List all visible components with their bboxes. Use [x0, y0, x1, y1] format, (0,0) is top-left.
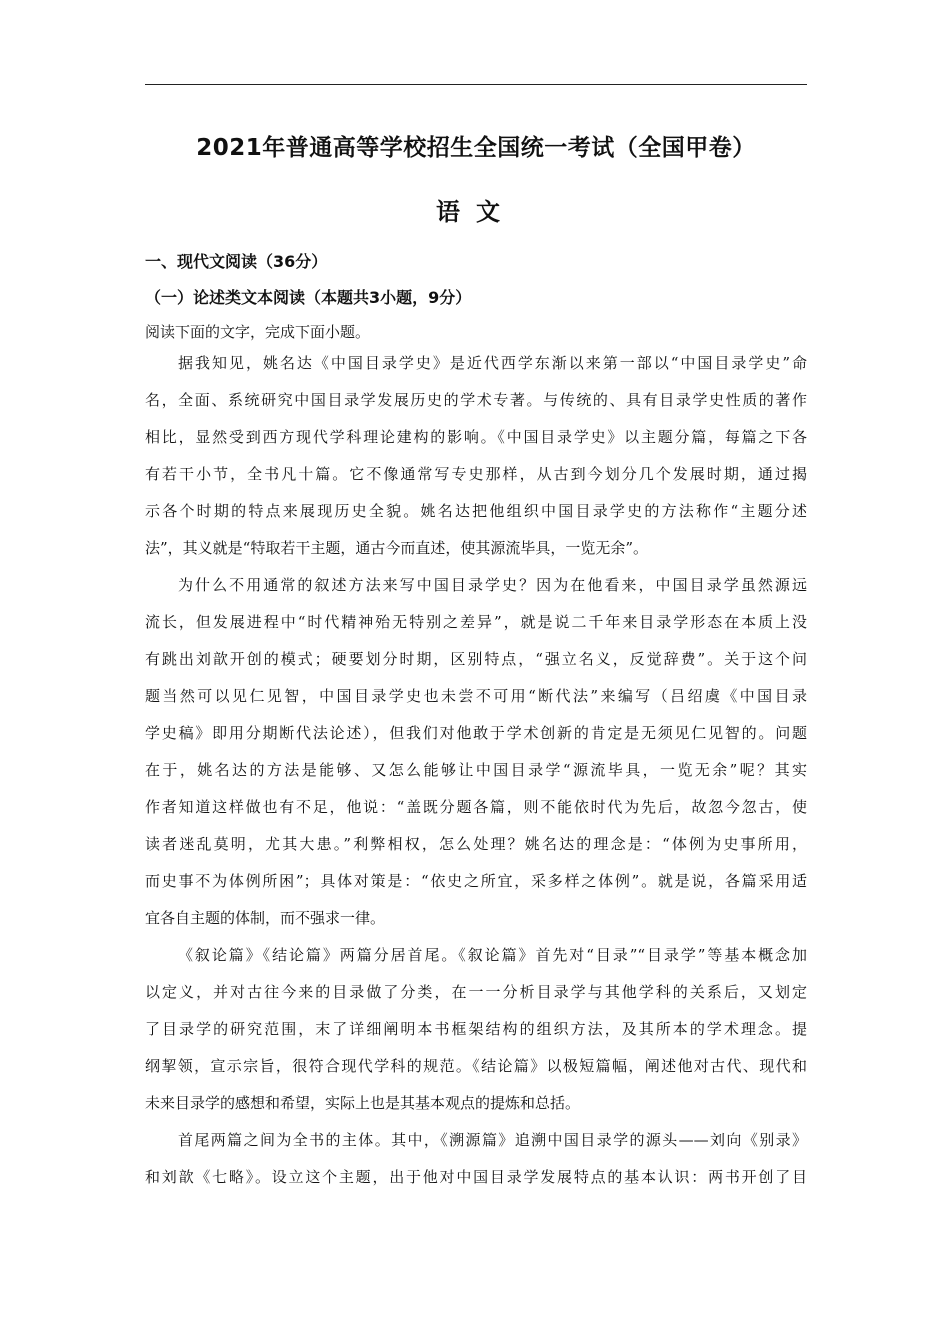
passage-paragraph-1 [145, 345, 807, 567]
passage-line: 《叙论篇》《结论篇》两篇分居首尾。《叙论篇》首先对“目录”“目录学”等基本概念加 [178, 946, 807, 964]
passage-line: 宜各自主题的体制，而不强求一律。 [145, 909, 386, 927]
passage-line: 在于，姚名达的方法是能够、又怎么能够让中国目录学“源流毕具，一览无余”呢？其实 [145, 761, 807, 779]
passage-line: 有跳出刘歆开创的模式；硬要划分时期，区别特点，“强立名义，反觉辞费”。关于这个问 [145, 650, 807, 668]
passage-line: 纲挈领，宣示宗旨，很符合现代学科的规范。《结论篇》以极短篇幅，阐述他对古代、现代和 [145, 1057, 807, 1075]
section-subheading-argumentative: （一）论述类文本阅读（本题共3小题，9分） [145, 288, 472, 307]
passage-line: 而史事不为体例所困”；具体对策是：“依史之所宜，采多样之体例”。就是说，各篇采用适 [145, 872, 807, 890]
passage-line: 作者知道这样做也有不足，他说：“盖既分题各篇，则不能依时代为先后，故忽今忽古，使 [145, 798, 807, 816]
top-divider-line [145, 84, 807, 85]
passage-paragraph-4 [145, 1122, 807, 1196]
passage-line: 为什么不用通常的叙述方法来写中国目录学史？因为在他看来，中国目录学虽然源远 [178, 576, 807, 594]
passage-line: 流长，但发展进程中“时代精神殆无特别之差异”，就是说二千年来目录学形态在本质上没 [145, 613, 807, 631]
exam-title: 2021年普通高等学校招生全国统一考试（全国甲卷） [196, 135, 756, 161]
passage-line: 读者迷乱莫明，尤其大患。”利弊相权，怎么处理？姚名达的理念是：“体例为史事所用， [145, 835, 807, 853]
passage-line: 法”，其义就是“特取若干主题，通古今而直述，使其源流毕具，一览无余”。 [145, 539, 649, 557]
passage-line: 学史稿》即用分期断代法论述），但我们对他敢于学术创新的肯定是无须见仁见智的。问题 [145, 724, 807, 742]
passage-paragraph-2 [145, 567, 807, 937]
passage-line: 名，全面、系统研究中国目录学发展历史的学术专著。与传统的、具有目录学史性质的著作 [145, 391, 807, 409]
subject-title: 语文 [436, 198, 516, 226]
passage-line: 以定义，并对古往今来的目录做了分类，在一一分析目录学与其他学科的关系后，又划定 [145, 983, 807, 1001]
passage-line: 有若干小节，全书凡十篇。它不像通常写专史那样，从古到今划分几个发展时期，通过揭 [145, 465, 807, 483]
passage-line: 了目录学的研究范围，末了详细阐明本书框架结构的组织方法，及其所本的学术理念。提 [145, 1020, 807, 1038]
passage-line: 示各个时期的特点来展现历史全貌。姚名达把他组织中国目录学史的方法称作“主题分述 [145, 502, 807, 520]
passage-line: 题当然可以见仁见智，中国目录学史也未尝不可用“断代法”来编写（吕绍虞《中国目录 [145, 687, 807, 705]
passage-line: 据我知见，姚名达《中国目录学史》是近代西学东渐以来第一部以“中国目录学史”命 [178, 354, 807, 372]
section-heading-part1: 一、现代文阅读（36分） [145, 252, 328, 271]
passage-line: 和刘歆《七略》。设立这个主题，出于他对中国目录学发展特点的基本认识：两书开创了目 [145, 1168, 807, 1186]
passage-paragraph-3 [145, 937, 807, 1122]
passage-line: 相比，显然受到西方现代学科理论建构的影响。《中国目录学史》以主题分篇，每篇之下各 [145, 428, 807, 446]
reading-passage [145, 345, 807, 1196]
passage-line: 未来目录学的感想和希望，实际上也是其基本观点的提炼和总括。 [145, 1094, 581, 1112]
passage-line: 首尾两篇之间为全书的主体。其中，《溯源篇》追溯中国目录学的源头——刘向《别录》 [178, 1131, 807, 1149]
reading-instruction: 阅读下面的文字，完成下面小题。 [145, 323, 371, 341]
